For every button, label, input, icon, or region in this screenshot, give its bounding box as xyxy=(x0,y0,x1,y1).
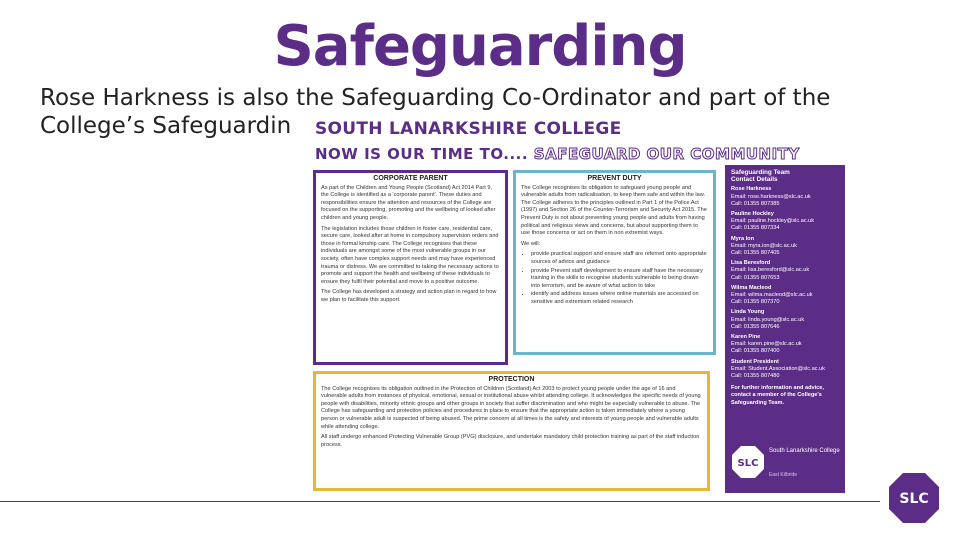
list-item: • provide practical support and ensure staff are referred onto appropriate sources of advice and guidance xyxy=(531,251,708,266)
contact-name: Lisa Beresford xyxy=(731,260,771,267)
protection-para2: All staff undergo enhanced Protecting Vulnerable Group (PVG) disclosure, and undertake mandatory child protection training as part of the staff induction process. xyxy=(321,434,700,448)
contact-phone: Call: 01355 807405 xyxy=(731,250,780,257)
team-footer-note: For further information and advice, contact a member of the College's Safeguarding Team. xyxy=(731,385,824,406)
prevent-duty-we-will: We will: xyxy=(521,240,541,247)
contact-phone: Call: 01355 807385 xyxy=(731,200,780,207)
poster-slogan-part2: SAFEGUARD OUR COMMUNITY xyxy=(533,145,800,163)
body-line-1: Rose Harkness is also the Safeguarding Co-Ordinator and part of the xyxy=(40,85,831,111)
footer-divider xyxy=(0,501,880,502)
safeguarding-team-sidebar xyxy=(725,165,845,493)
contact-email: Email: rose.harkness@slc.ac.uk xyxy=(731,193,811,200)
list-item: • identify and address issues where online materials are accessed on sensitive and extremism related research xyxy=(531,291,708,306)
team-contact xyxy=(731,285,839,307)
slc-badge-text: SLC xyxy=(737,458,759,469)
contact-name: Wilma Macleod xyxy=(731,284,772,291)
poster-logo-subtitle: East Kilbride xyxy=(769,472,798,478)
contact-email: Email: linda.young@slc.ac.uk xyxy=(731,316,805,323)
protection-heading: PROTECTION xyxy=(488,376,535,383)
corporate-parent-heading: CORPORATE PARENT xyxy=(373,175,448,182)
contact-email: Email: lisa.beresford@slc.ac.uk xyxy=(731,267,810,274)
contact-phone: Call: 01355 807400 xyxy=(731,348,780,355)
corporate-parent-box xyxy=(313,170,508,365)
contact-email: Email: myra.ion@slc.ac.uk xyxy=(731,242,797,249)
team-contact xyxy=(731,309,839,331)
contact-name: Linda Young xyxy=(731,309,765,316)
prevent-duty-list xyxy=(521,251,708,306)
prevent-duty-para1: The College recognises its obligation to safeguard young people and vulnerable adults from radicalisation, to keep them safe and within the law. The College adheres to the principles outlined in Part 1 of the Police Act (1997) and Section 26 of the Counter-Terrorism and Security Act 2015. The Prevent Duty is not about preventing young people and adults from having political and religious views and concerns, but about supporting them to use those concerns or act on them in non extremist ways. xyxy=(521,184,707,237)
list-item: • provide Prevent staff development to ensure staff have the necessary training in the skills to recognise students vulnerable to being drawn into terrorism, and be aware of what action to take xyxy=(531,268,708,291)
contact-phone: Call: 01355 807653 xyxy=(731,274,780,281)
team-contact xyxy=(731,334,839,356)
body-line-2: College’s Safeguardin xyxy=(40,113,292,139)
slc-corner-logo-text: SLC xyxy=(899,491,929,507)
team-contact xyxy=(731,236,839,258)
slc-corner-logo-icon xyxy=(888,472,940,524)
contact-name: Karen Pine xyxy=(731,334,761,341)
contact-phone: Call: 01355 807334 xyxy=(731,225,780,232)
prevent-duty-box xyxy=(513,170,716,355)
contact-email: Email: pauline.hockley@slc.ac.uk xyxy=(731,218,815,225)
team-contact xyxy=(731,186,839,208)
protection-box xyxy=(313,371,710,491)
poster-slc-logo xyxy=(731,445,841,485)
poster-college-name: SOUTH LANARKSHIRE COLLEGE xyxy=(315,119,622,139)
safeguarding-poster-image xyxy=(305,115,850,493)
poster-logo-name: South Lanarkshire College xyxy=(769,448,840,454)
prevent-duty-heading: PREVENT DUTY xyxy=(587,175,642,182)
contact-name: Rose Harkness xyxy=(731,186,772,193)
contact-name: Myra Ion xyxy=(731,235,755,242)
team-contact xyxy=(731,211,839,233)
poster-slogan-part1: NOW IS OUR TIME TO.... xyxy=(315,145,529,163)
slc-badge-icon xyxy=(731,445,765,479)
slide-title: Safeguarding xyxy=(273,14,687,79)
contact-phone: Call: 01355 807646 xyxy=(731,323,780,330)
team-heading: Safeguarding Team xyxy=(731,169,790,176)
team-contact xyxy=(731,260,839,282)
corporate-parent-para1: As part of the Children and Young People (Scotland) Act 2014 Part 9, the College is identified as a 'corporate parent'. These duties and responsibilities ensure the attention and resources of the College are focused on the supporting, promoting and the wellbeing of looked after children and young people. xyxy=(321,184,496,221)
team-subheading: Contact Details xyxy=(731,176,778,184)
contact-email: Email: wilma.macleod@slc.ac.uk xyxy=(731,292,813,299)
poster-slogan xyxy=(315,145,800,163)
contact-phone: Call: 01355 807370 xyxy=(731,299,780,306)
contact-name: Pauline Hockley xyxy=(731,211,774,218)
contact-email: Email: karen.pine@slc.ac.uk xyxy=(731,341,802,348)
corporate-parent-para3: The College has developed a strategy and action plan in regard to how we plan to facilitate this support. xyxy=(321,289,497,303)
contact-name: Student President xyxy=(731,358,779,365)
team-contact xyxy=(731,359,839,381)
contact-phone: Call: 01355 807480 xyxy=(731,373,780,380)
contact-email: Email: Student.Association@slc.ac.uk xyxy=(731,365,825,372)
corporate-parent-para2: The legislation includes those children in foster care, residential care, secure care, looked after at home in compulsory supervision orders and those in formal kinship care. The College recognises that these individuals are amongst some of the most vulnerable groups in our society, often have complex support needs and may have experienced trauma or distress. We are committed to taking the necessary actions to promote and support the health and wellbeing of these individuals to ensure they fulfil their potential and move to a positive outcome. xyxy=(321,225,499,285)
protection-para1: The College recognises its obligation outlined in the Protection of Children (Scotland) Act 2003 to protect young people under the age of 16 and vulnerable adults from instances of physical, emotional, sexual or institutional abuse whilst attending college. It acknowledges the specific needs of young people with disabilities, minority ethnic groups and other groups in society that suffer discrimination and who might be especially vulnerable to abuse. The College has safeguarding and protection policies and procedures in place to ensure that the appropriate action is taken immediately where a young person or vulnerable adult is suspected of being abused. The prime concern at all times is the safety and interests of young people and vulnerable adults while attending college. xyxy=(321,385,701,430)
